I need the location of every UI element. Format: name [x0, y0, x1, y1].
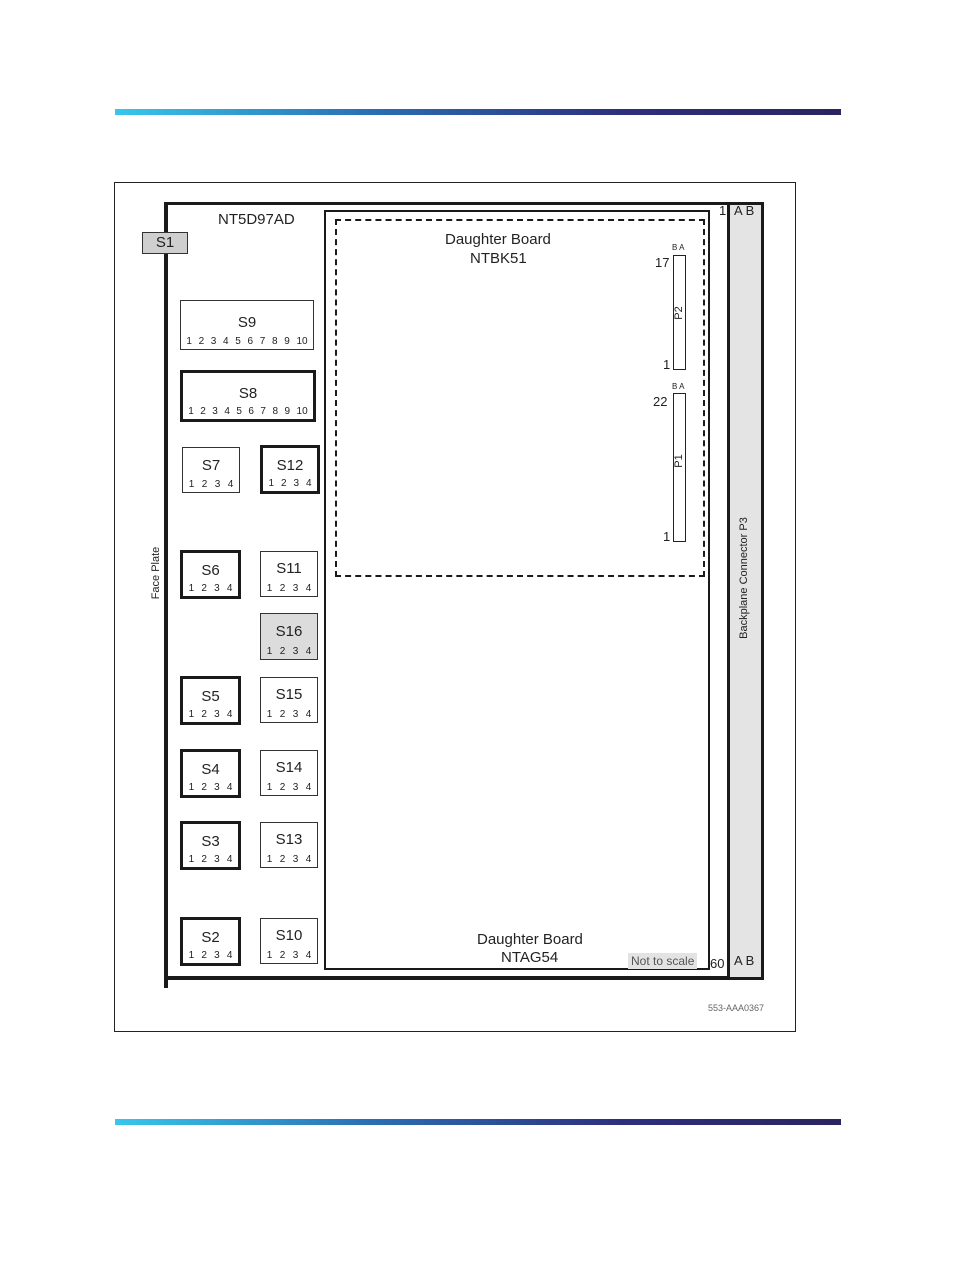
faceplate-edge: [164, 202, 168, 988]
switch-s8-pin: 9: [284, 406, 291, 417]
switch-s9-pin: 7: [259, 336, 266, 347]
switch-s1-label: S1: [155, 234, 175, 251]
switch-s6-pin: 1: [188, 583, 195, 594]
switch-s15-pins: [261, 709, 317, 720]
switch-s12-pin: 4: [305, 478, 312, 489]
switch-s12: [260, 445, 320, 494]
switch-s4: [180, 749, 241, 798]
switch-s9-label: S9: [237, 314, 257, 331]
switch-s12-pins: [263, 478, 317, 489]
connector-p2-ba: B A: [672, 243, 685, 252]
connector-p2-bottom: 1: [663, 357, 671, 372]
switch-s11-pins: [261, 583, 317, 594]
switch-s8-pin: 6: [248, 406, 254, 417]
switch-s9-pins: [181, 336, 313, 347]
connector-p2-label: P2: [673, 306, 685, 320]
switch-s14-pin: 4: [305, 782, 312, 793]
daughter-bottom-line2: NTAG54: [501, 949, 559, 966]
switch-s2-label: S2: [201, 929, 220, 946]
connector-top-number: 1: [719, 203, 727, 218]
switch-s8-pin: 8: [272, 406, 279, 417]
switch-s4-pin: 1: [188, 782, 195, 793]
switch-s12-label: S12: [276, 457, 304, 474]
connector-top-ab: A B: [734, 203, 755, 218]
switch-s16-pin: 2: [279, 646, 286, 657]
switch-s3-pin: 4: [226, 854, 233, 865]
switch-s6-pins: [183, 583, 238, 594]
switch-s13-pin: 2: [279, 854, 286, 865]
switch-s10-pin: 2: [279, 950, 286, 961]
switch-s2: [180, 917, 241, 966]
switch-s11-label: S11: [276, 560, 302, 577]
switch-s5-pin: 4: [226, 709, 233, 720]
board-top-edge: [164, 202, 728, 205]
switch-s4-pin: 2: [201, 782, 207, 793]
switch-s3-pin: 3: [214, 854, 220, 865]
switch-s14-pin: 2: [279, 782, 286, 793]
switch-s13: [260, 822, 318, 868]
switch-s12-pin: 3: [293, 478, 300, 489]
not-to-scale-label: Not to scale: [628, 953, 697, 969]
board-bottom-edge: [164, 976, 764, 980]
switch-s9-pin: 6: [247, 336, 254, 347]
switch-s15-pin: 1: [266, 709, 273, 720]
switch-s6-pin: 4: [226, 583, 233, 594]
switch-s4-pins: [183, 782, 238, 793]
switch-s8-pin: 5: [236, 406, 242, 417]
daughter-top-line2: NTBK51: [470, 250, 527, 267]
connector-p2-top: 17: [655, 255, 670, 270]
switch-s7-pins: [183, 479, 239, 490]
switch-s13-pin: 4: [305, 854, 312, 865]
switch-s2-pin: 2: [201, 950, 207, 961]
switch-s16-pin: 1: [266, 646, 273, 657]
switch-s5-pins: [183, 709, 238, 720]
switch-s8-pin: 7: [260, 406, 266, 417]
switch-s6-label: S6: [201, 562, 220, 579]
board-title: NT5D97AD: [218, 211, 295, 228]
switch-s2-pin: 4: [226, 950, 233, 961]
connector-p1-label: P1: [673, 454, 685, 468]
switch-s2-pin: 3: [214, 950, 220, 961]
switch-s1: [142, 232, 188, 254]
switch-s7-pin: 1: [188, 479, 195, 490]
switch-s9: [180, 300, 314, 350]
connector-p1-top: 22: [653, 394, 668, 409]
switch-s16-label: S16: [275, 623, 303, 640]
switch-s8-pin: 3: [212, 406, 218, 417]
switch-s5: [180, 676, 241, 725]
switch-s8-pin: 2: [200, 406, 206, 417]
switch-s16-pin: 3: [292, 646, 299, 657]
switch-s4-pin: 4: [226, 782, 233, 793]
switch-s9-pin: 10: [296, 336, 308, 347]
switch-s8-pins: [183, 406, 313, 417]
switch-s13-pin: 1: [266, 854, 273, 865]
backplane-label: Backplane Connector P3: [738, 517, 750, 639]
switch-s6: [180, 550, 241, 599]
connector-bottom-ab: A B: [734, 953, 755, 968]
switch-s13-label: S13: [275, 831, 303, 848]
switch-s8: [180, 370, 316, 422]
switch-s12-pin: 2: [280, 478, 287, 489]
switch-s14: [260, 750, 318, 796]
switch-s16-pin: 4: [305, 646, 312, 657]
switch-s10-pins: [261, 950, 317, 961]
footer-rule: [115, 1119, 841, 1125]
switch-s10-pin: 3: [292, 950, 299, 961]
switch-s2-pin: 1: [188, 950, 195, 961]
switch-s7-pin: 2: [201, 479, 208, 490]
daughter-board-ntbk51: [335, 219, 705, 577]
switch-s9-pin: 9: [284, 336, 290, 347]
switch-s7: [182, 447, 240, 493]
switch-s11-pin: 1: [266, 583, 273, 594]
switch-s4-label: S4: [201, 761, 220, 778]
switch-s11-pin: 3: [292, 583, 299, 594]
switch-s10-pin: 1: [266, 950, 273, 961]
switch-s13-pins: [261, 854, 317, 865]
daughter-bottom-line1: Daughter Board: [477, 931, 583, 948]
switch-s13-pin: 3: [292, 854, 299, 865]
switch-s9-pin: 8: [271, 336, 278, 347]
switch-s9-pin: 4: [223, 336, 229, 347]
connector-bottom-number: 60: [710, 956, 725, 971]
daughter-top-line1: Daughter Board: [445, 231, 551, 248]
switch-s3-pins: [183, 854, 238, 865]
switch-s10-label: S10: [275, 927, 303, 944]
switch-s7-pin: 3: [214, 479, 221, 490]
switch-s5-pin: 3: [214, 709, 220, 720]
switch-s9-pin: 1: [186, 336, 192, 347]
switch-s11-pin: 4: [305, 583, 312, 594]
connector-p1-ba: B A: [672, 382, 685, 391]
switch-s16-pins: [261, 646, 317, 657]
switch-s9-pin: 3: [210, 336, 217, 347]
switch-s7-pin: 4: [227, 479, 234, 490]
switch-s5-label: S5: [201, 688, 220, 705]
switch-s15: [260, 677, 318, 723]
connector-p1-bottom: 1: [663, 529, 671, 544]
switch-s11: [260, 551, 318, 597]
switch-s14-pins: [261, 782, 317, 793]
switch-s3-pin: 1: [188, 854, 195, 865]
switch-s15-pin: 3: [292, 709, 299, 720]
switch-s14-pin: 3: [292, 782, 299, 793]
switch-s8-pin: 1: [188, 406, 194, 417]
switch-s6-pin: 3: [214, 583, 220, 594]
switch-s3-pin: 2: [201, 854, 207, 865]
switch-s3: [180, 821, 241, 870]
figure-id: 553-AAA0367: [708, 1003, 765, 1013]
switch-s14-pin: 1: [266, 782, 273, 793]
switch-s15-pin: 2: [279, 709, 286, 720]
switch-s12-pin: 1: [268, 478, 275, 489]
switch-s6-pin: 2: [201, 583, 207, 594]
switch-s9-pin: 2: [198, 336, 205, 347]
switch-s9-pin: 5: [235, 336, 241, 347]
switch-s8-pin: 10: [296, 406, 308, 417]
switch-s3-label: S3: [201, 833, 220, 850]
switch-s14-label: S14: [275, 759, 303, 776]
switch-s15-label: S15: [275, 686, 303, 703]
switch-s8-label: S8: [238, 385, 258, 402]
switch-s15-pin: 4: [305, 709, 312, 720]
switch-s16: [260, 613, 318, 660]
switch-s5-pin: 1: [188, 709, 195, 720]
switch-s8-pin: 4: [224, 406, 230, 417]
switch-s4-pin: 3: [214, 782, 220, 793]
faceplate-label: Face Plate: [150, 546, 162, 600]
switch-s10: [260, 918, 318, 964]
switch-s10-pin: 4: [305, 950, 312, 961]
switch-s11-pin: 2: [279, 583, 286, 594]
switch-s2-pins: [183, 950, 238, 961]
switch-s7-label: S7: [201, 457, 221, 474]
switch-s5-pin: 2: [201, 709, 207, 720]
header-rule: [115, 109, 841, 115]
